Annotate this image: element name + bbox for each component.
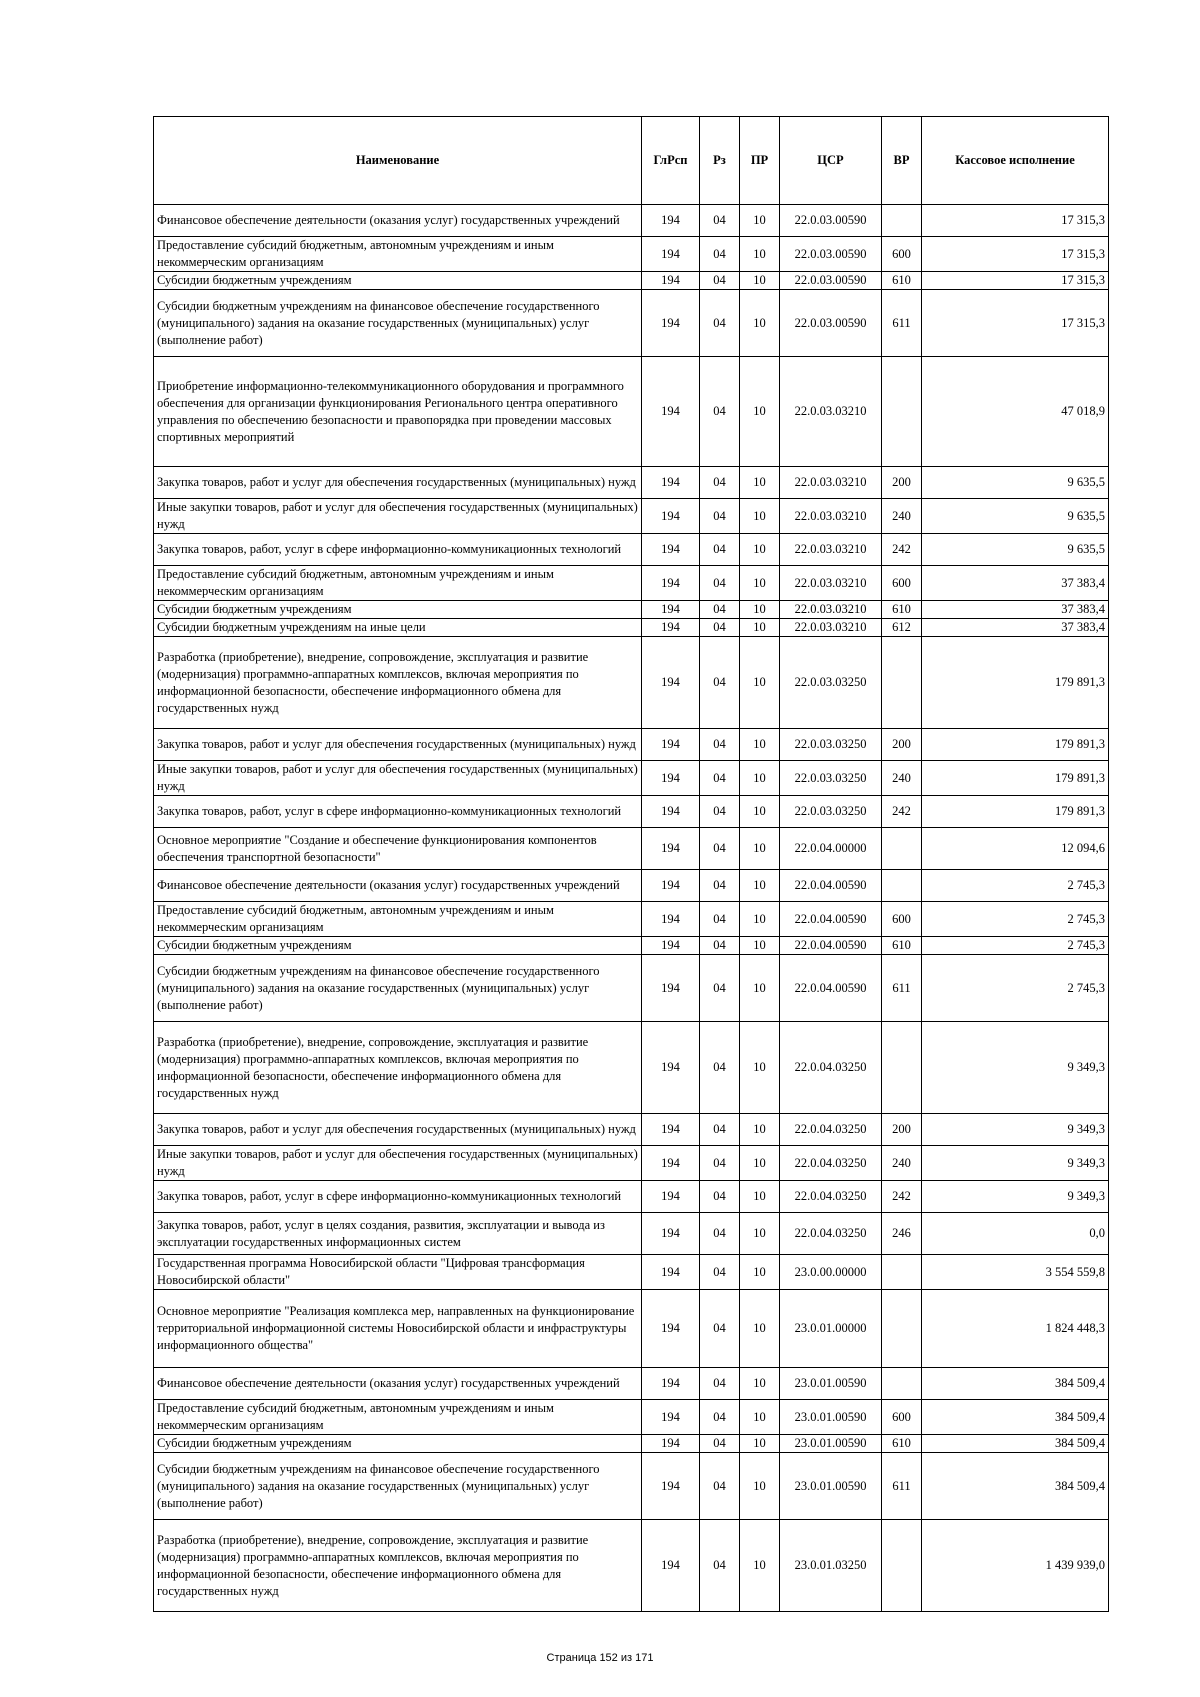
cell-amount: 17 315,3 — [922, 272, 1109, 290]
cell-amount: 2 745,3 — [922, 937, 1109, 955]
cell-pr: 10 — [740, 1435, 780, 1453]
cell-vr: 200 — [882, 729, 922, 761]
cell-pr: 10 — [740, 937, 780, 955]
page-number: Страница 152 из 171 — [546, 1652, 654, 1664]
cell-amount: 1 439 939,0 — [922, 1520, 1109, 1612]
table-row — [154, 796, 1109, 828]
table-row — [154, 290, 1109, 357]
cell-rz: 04 — [700, 796, 740, 828]
cell-amount: 3 554 559,8 — [922, 1255, 1109, 1290]
cell-amount: 384 509,4 — [922, 1453, 1109, 1520]
cell-rz: 04 — [700, 1400, 740, 1435]
cell-amount: 179 891,3 — [922, 637, 1109, 729]
cell-grsp: 194 — [642, 1213, 700, 1255]
cell-grsp: 194 — [642, 828, 700, 870]
cell-name: Закупка товаров, работ и услуг для обеспечения государственных (муниципальных) нужд — [154, 1114, 642, 1146]
cell-grsp: 194 — [642, 566, 700, 601]
cell-amount: 0,0 — [922, 1213, 1109, 1255]
cell-pr: 10 — [740, 1213, 780, 1255]
cell-csr: 22.0.04.03250 — [780, 1146, 882, 1181]
cell-csr: 22.0.03.00590 — [780, 290, 882, 357]
cell-grsp: 194 — [642, 499, 700, 534]
cell-csr: 23.0.01.00590 — [780, 1435, 882, 1453]
cell-name: Субсидии бюджетным учреждениям — [154, 1435, 642, 1453]
cell-vr — [882, 828, 922, 870]
cell-grsp: 194 — [642, 637, 700, 729]
cell-csr: 23.0.01.00000 — [780, 1290, 882, 1368]
table-row — [154, 205, 1109, 237]
cell-rz: 04 — [700, 729, 740, 761]
cell-grsp: 194 — [642, 1520, 700, 1612]
cell-rz: 04 — [700, 205, 740, 237]
cell-amount: 17 315,3 — [922, 290, 1109, 357]
cell-grsp: 194 — [642, 729, 700, 761]
cell-grsp: 194 — [642, 357, 700, 467]
cell-grsp: 194 — [642, 601, 700, 619]
cell-vr: 610 — [882, 272, 922, 290]
header-name: Наименование — [154, 117, 642, 205]
cell-csr: 22.0.04.03250 — [780, 1022, 882, 1114]
cell-name: Финансовое обеспечение деятельности (оказания услуг) государственных учреждений — [154, 205, 642, 237]
cell-rz: 04 — [700, 566, 740, 601]
cell-rz: 04 — [700, 1146, 740, 1181]
cell-vr — [882, 870, 922, 902]
table-row — [154, 1181, 1109, 1213]
cell-amount: 9 635,5 — [922, 467, 1109, 499]
cell-vr — [882, 357, 922, 467]
cell-pr: 10 — [740, 955, 780, 1022]
cell-vr: 600 — [882, 1400, 922, 1435]
cell-amount: 9 635,5 — [922, 499, 1109, 534]
cell-rz: 04 — [700, 1435, 740, 1453]
cell-amount: 384 509,4 — [922, 1435, 1109, 1453]
table-row — [154, 870, 1109, 902]
cell-name: Закупка товаров, работ и услуг для обеспечения государственных (муниципальных) нужд — [154, 729, 642, 761]
cell-vr: 611 — [882, 955, 922, 1022]
table-row — [154, 828, 1109, 870]
cell-grsp: 194 — [642, 1255, 700, 1290]
table-row — [154, 729, 1109, 761]
cell-vr: 610 — [882, 601, 922, 619]
cell-pr: 10 — [740, 1255, 780, 1290]
cell-amount: 17 315,3 — [922, 205, 1109, 237]
cell-vr: 610 — [882, 1435, 922, 1453]
table-row — [154, 937, 1109, 955]
header-pr: ПР — [740, 117, 780, 205]
cell-name: Закупка товаров, работ, услуг в сфере информационно-коммуникационных технологий — [154, 1181, 642, 1213]
cell-rz: 04 — [700, 272, 740, 290]
cell-pr: 10 — [740, 1400, 780, 1435]
header-vr: ВР — [882, 117, 922, 205]
cell-pr: 10 — [740, 1146, 780, 1181]
cell-name: Разработка (приобретение), внедрение, сопровождение, эксплуатация и развитие (модернизация) программно-аппаратных комплексов, включая мероприятия по информационной безопасности, обеспечение информационного обмена для государственных нужд — [154, 1022, 642, 1114]
table-row — [154, 902, 1109, 937]
header-amount: Кассовое исполнение — [922, 117, 1109, 205]
cell-rz: 04 — [700, 237, 740, 272]
cell-rz: 04 — [700, 619, 740, 637]
cell-grsp: 194 — [642, 1290, 700, 1368]
header-grsp: ГлРсп — [642, 117, 700, 205]
cell-rz: 04 — [700, 828, 740, 870]
cell-vr: 612 — [882, 619, 922, 637]
cell-pr: 10 — [740, 601, 780, 619]
cell-csr: 22.0.03.03250 — [780, 761, 882, 796]
cell-vr — [882, 1255, 922, 1290]
cell-pr: 10 — [740, 272, 780, 290]
cell-name: Закупка товаров, работ, услуг в сфере информационно-коммуникационных технологий — [154, 796, 642, 828]
cell-csr: 22.0.04.00000 — [780, 828, 882, 870]
cell-name: Иные закупки товаров, работ и услуг для обеспечения государственных (муниципальных) нужд — [154, 761, 642, 796]
cell-name: Субсидии бюджетным учреждениям на финансовое обеспечение государственного (муниципального) задания на оказание государственных (муниципальных) услуг (выполнение работ) — [154, 290, 642, 357]
cell-csr: 22.0.03.00590 — [780, 237, 882, 272]
cell-rz: 04 — [700, 1213, 740, 1255]
cell-grsp: 194 — [642, 1368, 700, 1400]
cell-amount: 37 383,4 — [922, 566, 1109, 601]
cell-csr: 22.0.03.03250 — [780, 729, 882, 761]
cell-pr: 10 — [740, 467, 780, 499]
cell-pr: 10 — [740, 619, 780, 637]
cell-rz: 04 — [700, 955, 740, 1022]
cell-csr: 23.0.00.00000 — [780, 1255, 882, 1290]
cell-grsp: 194 — [642, 1453, 700, 1520]
cell-vr: 600 — [882, 566, 922, 601]
cell-csr: 22.0.04.03250 — [780, 1181, 882, 1213]
cell-csr: 22.0.03.03250 — [780, 637, 882, 729]
table-row — [154, 272, 1109, 290]
cell-rz: 04 — [700, 761, 740, 796]
cell-amount: 37 383,4 — [922, 619, 1109, 637]
cell-grsp: 194 — [642, 796, 700, 828]
table-row — [154, 1368, 1109, 1400]
cell-name: Разработка (приобретение), внедрение, сопровождение, эксплуатация и развитие (модернизация) программно-аппаратных комплексов, включая мероприятия по информационной безопасности, обеспечение информационного обмена для государственных нужд — [154, 1520, 642, 1612]
cell-grsp: 194 — [642, 870, 700, 902]
cell-amount: 1 824 448,3 — [922, 1290, 1109, 1368]
cell-pr: 10 — [740, 566, 780, 601]
cell-grsp: 194 — [642, 761, 700, 796]
cell-name: Разработка (приобретение), внедрение, сопровождение, эксплуатация и развитие (модернизация) программно-аппаратных комплексов, включая мероприятия по информационной безопасности, обеспечение информационного обмена для государственных нужд — [154, 637, 642, 729]
cell-grsp: 194 — [642, 1181, 700, 1213]
cell-amount: 2 745,3 — [922, 902, 1109, 937]
cell-pr: 10 — [740, 902, 780, 937]
table-row — [154, 1400, 1109, 1435]
cell-name: Предоставление субсидий бюджетным, автономным учреждениям и иным некоммерческим организациям — [154, 902, 642, 937]
cell-vr — [882, 1290, 922, 1368]
cell-grsp: 194 — [642, 237, 700, 272]
cell-name: Субсидии бюджетным учреждениям — [154, 601, 642, 619]
cell-name: Предоставление субсидий бюджетным, автономным учреждениям и иным некоммерческим организациям — [154, 1400, 642, 1435]
cell-rz: 04 — [700, 1453, 740, 1520]
table-header — [154, 117, 1109, 205]
cell-name: Финансовое обеспечение деятельности (оказания услуг) государственных учреждений — [154, 870, 642, 902]
cell-name: Предоставление субсидий бюджетным, автономным учреждениям и иным некоммерческим организациям — [154, 237, 642, 272]
table-row — [154, 955, 1109, 1022]
cell-rz: 04 — [700, 290, 740, 357]
cell-name: Финансовое обеспечение деятельности (оказания услуг) государственных учреждений — [154, 1368, 642, 1400]
cell-pr: 10 — [740, 237, 780, 272]
cell-csr: 22.0.03.00590 — [780, 272, 882, 290]
cell-pr: 10 — [740, 1368, 780, 1400]
cell-vr: 242 — [882, 796, 922, 828]
header-csr: ЦСР — [780, 117, 882, 205]
table-row — [154, 1435, 1109, 1453]
table-row — [154, 1255, 1109, 1290]
cell-rz: 04 — [700, 1255, 740, 1290]
cell-amount: 12 094,6 — [922, 828, 1109, 870]
cell-rz: 04 — [700, 1290, 740, 1368]
cell-amount: 384 509,4 — [922, 1368, 1109, 1400]
cell-name: Предоставление субсидий бюджетным, автономным учреждениям и иным некоммерческим организациям — [154, 566, 642, 601]
cell-vr — [882, 1520, 922, 1612]
cell-csr: 23.0.01.00590 — [780, 1400, 882, 1435]
cell-vr: 242 — [882, 534, 922, 566]
cell-csr: 22.0.03.03210 — [780, 467, 882, 499]
cell-name: Государственная программа Новосибирской области "Цифровая трансформация Новосибирской области" — [154, 1255, 642, 1290]
cell-vr: 242 — [882, 1181, 922, 1213]
cell-name: Субсидии бюджетным учреждениям — [154, 272, 642, 290]
cell-amount: 37 383,4 — [922, 601, 1109, 619]
table-body — [154, 205, 1109, 1612]
cell-name: Закупка товаров, работ, услуг в целях создания, развития, эксплуатации и вывода из эксплуатации государственных информационных систем — [154, 1213, 642, 1255]
cell-pr: 10 — [740, 1022, 780, 1114]
budget-table — [153, 116, 1109, 1612]
cell-amount: 179 891,3 — [922, 729, 1109, 761]
cell-rz: 04 — [700, 499, 740, 534]
table-row — [154, 237, 1109, 272]
cell-pr: 10 — [740, 357, 780, 467]
cell-csr: 22.0.04.00590 — [780, 955, 882, 1022]
cell-vr: 200 — [882, 1114, 922, 1146]
cell-vr — [882, 1022, 922, 1114]
cell-vr: 246 — [882, 1213, 922, 1255]
cell-vr: 200 — [882, 467, 922, 499]
cell-vr: 611 — [882, 1453, 922, 1520]
cell-pr: 10 — [740, 205, 780, 237]
cell-rz: 04 — [700, 534, 740, 566]
cell-rz: 04 — [700, 467, 740, 499]
cell-name: Субсидии бюджетным учреждениям — [154, 937, 642, 955]
cell-vr — [882, 637, 922, 729]
cell-amount: 9 635,5 — [922, 534, 1109, 566]
cell-name: Субсидии бюджетным учреждениям на финансовое обеспечение государственного (муниципального) задания на оказание государственных (муниципальных) услуг (выполнение работ) — [154, 955, 642, 1022]
cell-vr: 611 — [882, 290, 922, 357]
table-row — [154, 499, 1109, 534]
table-row — [154, 1022, 1109, 1114]
cell-pr: 10 — [740, 1181, 780, 1213]
cell-grsp: 194 — [642, 272, 700, 290]
cell-csr: 22.0.04.00590 — [780, 902, 882, 937]
cell-csr: 23.0.01.03250 — [780, 1520, 882, 1612]
table-row — [154, 601, 1109, 619]
cell-amount: 9 349,3 — [922, 1022, 1109, 1114]
cell-csr: 22.0.03.03210 — [780, 357, 882, 467]
cell-rz: 04 — [700, 1520, 740, 1612]
cell-pr: 10 — [740, 499, 780, 534]
cell-rz: 04 — [700, 357, 740, 467]
cell-name: Закупка товаров, работ и услуг для обеспечения государственных (муниципальных) нужд — [154, 467, 642, 499]
cell-name: Субсидии бюджетным учреждениям на финансовое обеспечение государственного (муниципального) задания на оказание государственных (муниципальных) услуг (выполнение работ) — [154, 1453, 642, 1520]
cell-rz: 04 — [700, 870, 740, 902]
cell-vr: 600 — [882, 902, 922, 937]
cell-amount: 2 745,3 — [922, 870, 1109, 902]
cell-csr: 22.0.03.00590 — [780, 205, 882, 237]
cell-grsp: 194 — [642, 1146, 700, 1181]
cell-csr: 22.0.04.03250 — [780, 1114, 882, 1146]
table-row — [154, 1520, 1109, 1612]
table-row — [154, 467, 1109, 499]
cell-rz: 04 — [700, 1022, 740, 1114]
cell-name: Иные закупки товаров, работ и услуг для обеспечения государственных (муниципальных) нужд — [154, 1146, 642, 1181]
table-row — [154, 1453, 1109, 1520]
cell-name: Субсидии бюджетным учреждениям на иные цели — [154, 619, 642, 637]
cell-vr — [882, 1368, 922, 1400]
cell-pr: 10 — [740, 534, 780, 566]
cell-name: Приобретение информационно-телекоммуникационного оборудования и программного обеспечения для организации функционирования Регионального центра оперативного управления по обеспечению безопасности и правопорядка при проведении массовых спортивных мероприятий — [154, 357, 642, 467]
table-row — [154, 761, 1109, 796]
cell-grsp: 194 — [642, 902, 700, 937]
cell-pr: 10 — [740, 1290, 780, 1368]
table-row — [154, 1290, 1109, 1368]
cell-name: Основное мероприятие "Создание и обеспечение функционирования компонентов обеспечения транспортной безопасности" — [154, 828, 642, 870]
cell-rz: 04 — [700, 1181, 740, 1213]
cell-amount: 2 745,3 — [922, 955, 1109, 1022]
cell-grsp: 194 — [642, 1435, 700, 1453]
table-row — [154, 1114, 1109, 1146]
cell-csr: 22.0.03.03210 — [780, 499, 882, 534]
cell-vr: 240 — [882, 1146, 922, 1181]
cell-amount: 9 349,3 — [922, 1114, 1109, 1146]
cell-csr: 22.0.04.00590 — [780, 870, 882, 902]
cell-pr: 10 — [740, 1453, 780, 1520]
cell-pr: 10 — [740, 796, 780, 828]
cell-amount: 17 315,3 — [922, 237, 1109, 272]
cell-rz: 04 — [700, 937, 740, 955]
cell-csr: 22.0.03.03250 — [780, 796, 882, 828]
cell-amount: 179 891,3 — [922, 761, 1109, 796]
cell-amount: 9 349,3 — [922, 1146, 1109, 1181]
cell-csr: 23.0.01.00590 — [780, 1453, 882, 1520]
cell-amount: 384 509,4 — [922, 1400, 1109, 1435]
cell-grsp: 194 — [642, 955, 700, 1022]
header-row — [154, 117, 1109, 205]
table-row — [154, 1213, 1109, 1255]
cell-amount: 47 018,9 — [922, 357, 1109, 467]
cell-pr: 10 — [740, 729, 780, 761]
cell-vr — [882, 205, 922, 237]
cell-pr: 10 — [740, 761, 780, 796]
cell-vr: 240 — [882, 499, 922, 534]
cell-rz: 04 — [700, 601, 740, 619]
cell-grsp: 194 — [642, 534, 700, 566]
cell-pr: 10 — [740, 870, 780, 902]
cell-csr: 22.0.04.00590 — [780, 937, 882, 955]
cell-rz: 04 — [700, 1368, 740, 1400]
cell-pr: 10 — [740, 637, 780, 729]
cell-grsp: 194 — [642, 619, 700, 637]
table-row — [154, 357, 1109, 467]
cell-csr: 22.0.03.03210 — [780, 601, 882, 619]
cell-pr: 10 — [740, 1520, 780, 1612]
cell-grsp: 194 — [642, 205, 700, 237]
cell-grsp: 194 — [642, 1400, 700, 1435]
cell-grsp: 194 — [642, 1022, 700, 1114]
cell-csr: 22.0.03.03210 — [780, 534, 882, 566]
table-row — [154, 637, 1109, 729]
table-row — [154, 534, 1109, 566]
header-rz: Рз — [700, 117, 740, 205]
cell-csr: 22.0.03.03210 — [780, 619, 882, 637]
cell-vr: 240 — [882, 761, 922, 796]
cell-name: Закупка товаров, работ, услуг в сфере информационно-коммуникационных технологий — [154, 534, 642, 566]
cell-name: Иные закупки товаров, работ и услуг для обеспечения государственных (муниципальных) нужд — [154, 499, 642, 534]
cell-pr: 10 — [740, 290, 780, 357]
cell-pr: 10 — [740, 828, 780, 870]
cell-pr: 10 — [740, 1114, 780, 1146]
table-row — [154, 619, 1109, 637]
table-row — [154, 1146, 1109, 1181]
cell-amount: 179 891,3 — [922, 796, 1109, 828]
cell-name: Основное мероприятие "Реализация комплекса мер, направленных на функционирование территориальной информационной системы Новосибирской области и инфраструктуры информационного общества" — [154, 1290, 642, 1368]
cell-vr: 610 — [882, 937, 922, 955]
cell-csr: 22.0.03.03210 — [780, 566, 882, 601]
cell-grsp: 194 — [642, 937, 700, 955]
cell-rz: 04 — [700, 637, 740, 729]
cell-csr: 22.0.04.03250 — [780, 1213, 882, 1255]
cell-grsp: 194 — [642, 1114, 700, 1146]
table-row — [154, 566, 1109, 601]
cell-grsp: 194 — [642, 467, 700, 499]
cell-vr: 600 — [882, 237, 922, 272]
cell-csr: 23.0.01.00590 — [780, 1368, 882, 1400]
cell-rz: 04 — [700, 902, 740, 937]
cell-amount: 9 349,3 — [922, 1181, 1109, 1213]
cell-rz: 04 — [700, 1114, 740, 1146]
cell-grsp: 194 — [642, 290, 700, 357]
